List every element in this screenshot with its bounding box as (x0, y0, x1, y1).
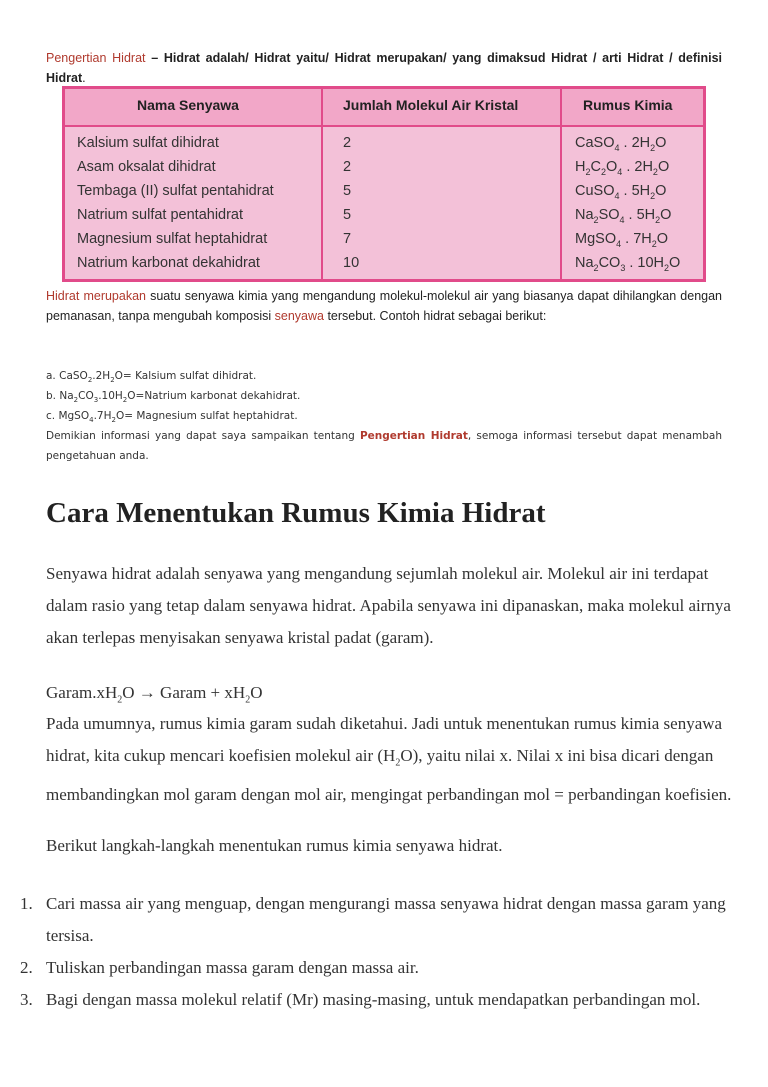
table-row (65, 203, 703, 227)
hydrate-equation: $Garam.xH_2O$ → Garam + $xH_2O$ (46, 683, 263, 706)
section-paragraph-1: Senyawa hidrat adalah senyawa yang mengandung sejumlah molekul air. Molekul air ini terdapat dalam rasio yang tetap dalam senyawa hidrat. Apabila senyawa ini dipanaskan, maka molekul airnya akan terlepas menyisakan senyawa kristal padat (garam). (46, 564, 731, 647)
closing-paragraph: Demikian informasi yang dapat saya sampaikan tentang Pengertian Hidrat, semoga informasi tersebut dapat menambah pengetahuan anda. (46, 430, 722, 462)
cell-count: 5 (343, 183, 352, 199)
cell-name: Tembaga (II) sulfat pentahidrat (77, 183, 274, 199)
cell-name: Magnesium sulfat heptahidrat (77, 231, 268, 247)
cell-name: Natrium sulfat pentahidrat (77, 207, 244, 223)
cell-count: 7 (343, 231, 352, 247)
intro-paragraph (46, 48, 722, 88)
cell-count: 2 (343, 159, 352, 175)
cell-name: Kalsium sulfat dihidrat (77, 135, 219, 151)
table-row (65, 179, 703, 203)
header-rumus-kimia: Rumus Kimia (583, 97, 673, 113)
table-row (65, 155, 703, 179)
list-item: 2. Tuliskan perbandingan massa garam dengan massa air. (20, 958, 419, 977)
cell-formula: CaSO$_4$ . $2H_2O$ (575, 135, 667, 153)
cell-formula: $Na_2CO_3$ . $10H_2O$ (575, 255, 681, 273)
section-paragraph-3: Berikut langkah-langkah menentukan rumus kimia senyawa hidrat. (46, 836, 503, 855)
cell-count: 2 (343, 135, 352, 151)
cell-count: 10 (343, 255, 360, 271)
pengertian-hidrat-link[interactable]: Pengertian Hidrat (46, 51, 146, 65)
hidrat-merupakan-link[interactable]: Hidrat merupakan (46, 289, 146, 303)
table-row (65, 131, 703, 155)
table-header (65, 89, 703, 127)
intro-end: . (82, 71, 86, 85)
example-a: a. $CaSO_2.2H_2O=$ Kalsium sulfat dihidrat. (46, 370, 257, 385)
cell-formula: $H_2C_2O_4$ . $2H_2O$ (575, 159, 670, 177)
list-item: 1. Cari massa air yang menguap, dengan mengurangi massa senyawa hidrat dengan massa garam yang tersisa. (20, 894, 726, 945)
header-jumlah-molekul: Jumlah Molekul Air Kristal (343, 97, 519, 113)
table-row (65, 227, 703, 251)
example-c: c. $MgSO_4.7H_2O=$ Magnesium sulfat heptahidrat. (46, 410, 298, 425)
hydrate-table (62, 86, 706, 282)
section-heading: Cara Menentukan Rumus Kimia Hidrat (46, 497, 546, 529)
cell-formula: CuSO$_4$ . $5H_2O$ (575, 183, 667, 201)
example-b: b. $Na_2CO_3.10H_2O=Natrium$ karbonat dekahidrat. (46, 390, 301, 405)
pengertian-hidrat-closing-link[interactable]: Pengertian Hidrat (359, 430, 468, 442)
list-item: 3. Bagi dengan massa molekul relatif (Mr) masing-masing, untuk mendapatkan perbandingan mol. (20, 990, 701, 1009)
cell-formula: $Na_2SO_4$ . $5H_2O$ (575, 207, 672, 225)
senyawa-link[interactable]: senyawa (274, 309, 324, 323)
cell-formula: MgSO$_4$ . $7H_2O$ (575, 231, 669, 249)
section-paragraph-2: Pada umumnya, rumus kimia garam sudah diketahui. Jadi untuk menentukan rumus kimia senyawa hidrat, kita cukup mencari koefisien molekul air $(H_2O)$, yaitu nilai x. Nilai x ini bisa dicari dengan membandingkan mol garam dengan mol air, mengingat perbandingan mol = perbandingan koefisien. (46, 714, 732, 805)
cell-name: Asam oksalat dihidrat (77, 159, 216, 175)
cell-name: Natrium karbonat dekahidrat (77, 255, 260, 271)
cell-count: 5 (343, 207, 352, 223)
intro-definition-text: – Hidrat adalah/ Hidrat yaitu/ Hidrat merupakan/ yang dimaksud Hidrat / arti Hidrat / definisi Hidrat (46, 51, 722, 85)
steps-list (20, 888, 736, 1016)
table-row (65, 251, 703, 275)
definition-paragraph: Hidrat merupakan suatu senyawa kimia yang mengandung molekul-molekul air yang biasanya dapat dihilangkan dengan pemanasan, tanpa mengubah komposisi senyawa tersebut. Contoh hidrat sebagai berikut: (46, 289, 723, 323)
header-nama-senyawa: Nama Senyawa (137, 97, 239, 113)
